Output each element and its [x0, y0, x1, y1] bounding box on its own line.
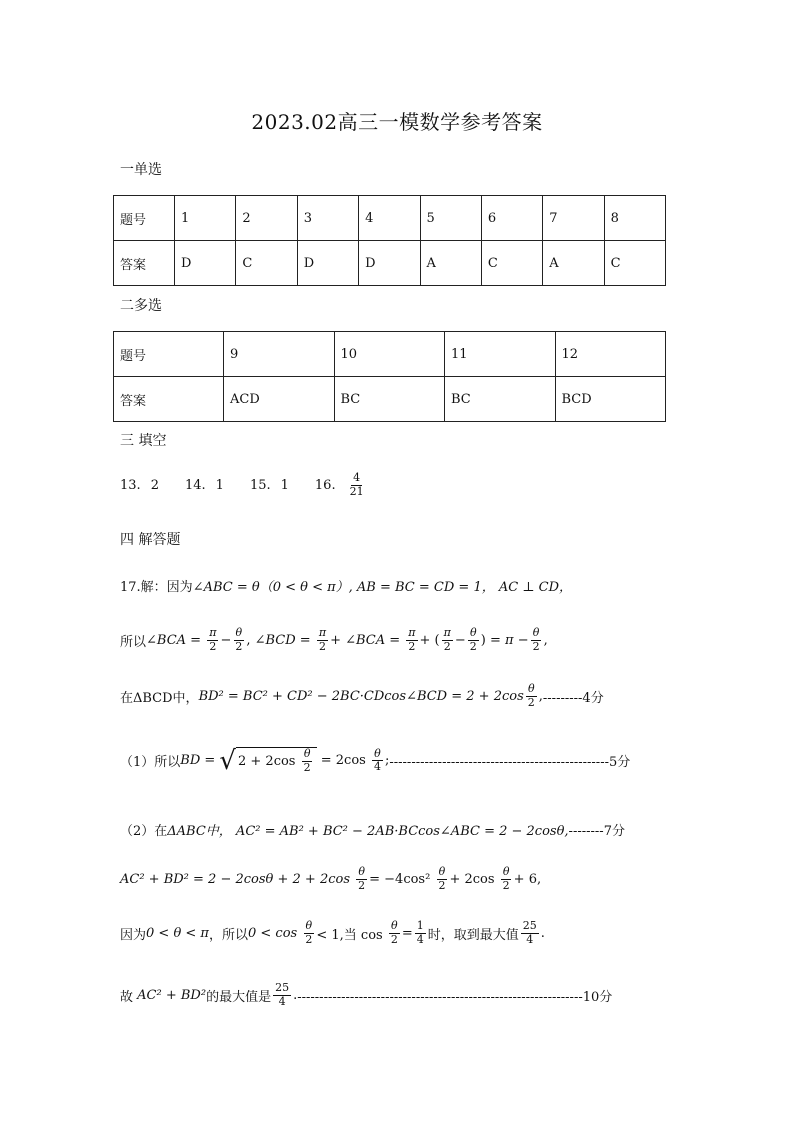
table-row	[114, 332, 666, 377]
table-row	[114, 377, 666, 422]
table-cell: 1	[175, 196, 236, 241]
table-header-label: 题号	[114, 196, 175, 241]
table-cell: 3	[297, 196, 358, 241]
table-answer-label: 答案	[114, 377, 224, 422]
table-cell: 2	[236, 196, 297, 241]
table-cell: A	[543, 241, 604, 286]
table-cell: BCD	[555, 377, 666, 422]
table-cell: D	[359, 241, 420, 286]
section-multi-choice: 二多选	[120, 298, 162, 314]
section-single-choice: 一单选	[120, 162, 162, 178]
score-mark: -----------------------------------------------------------------10分	[297, 989, 613, 1005]
answer-value: 1	[280, 477, 289, 493]
table-cell: 11	[445, 332, 556, 377]
table-row	[114, 196, 666, 241]
table-cell: D	[175, 241, 236, 286]
solution-line-4: （1）所以 BD = √ 2 + 2cos $\frac{\theta}{2}$ = 2cos $\frac{\theta}{4}$ ; --------------------------------------------------5分	[120, 745, 631, 776]
score-mark: --------------------------------------------------5分	[389, 755, 631, 771]
table-cell: 10	[334, 332, 445, 377]
table-cell: 12	[555, 332, 666, 377]
single-choice-table	[113, 195, 666, 286]
multi-choice-table	[113, 331, 666, 422]
table-cell: 5	[420, 196, 481, 241]
answer-value: 2	[150, 477, 159, 493]
table-cell: 7	[543, 196, 604, 241]
table-cell: C	[236, 241, 297, 286]
score-mark: ---------4分	[542, 690, 604, 706]
answer-value: 1	[215, 477, 224, 493]
table-cell: ACD	[224, 377, 335, 422]
table-header-label: 题号	[114, 332, 224, 377]
page-title: 2023.02高三一模数学参考答案	[251, 110, 543, 134]
table-cell: 8	[604, 196, 665, 241]
table-cell: BC	[445, 377, 556, 422]
table-cell: 9	[224, 332, 335, 377]
solution-line-2: 所以 ∠BCA = $\frac{\pi}{2}$ − $\frac{\theta}{2}$ , ∠BCD = $\frac{\pi}{2}$ + ∠BCA = $\frac{\pi}{2}$ + ( $\frac{\pi}{2}$ − $\frac{\theta}{2}$ ) = π − $\frac{\theta}{2}$ ,	[120, 626, 548, 653]
solution-line-7: 因为 0 < θ < π ，所以 0 < cos $\frac{\theta}{2}$ < 1,当 cos $\frac{\theta}{2}$ = $\frac{1}{4}$ 时，取到最大值 $\frac{25}{4}$ .	[120, 919, 545, 946]
table-row	[114, 241, 666, 286]
solution-line-5: （2）在 ΔABC中， AC² = AB² + BC² − 2AB·BCcos∠ABC = 2 − 2cosθ, --------7分	[120, 820, 625, 839]
section-solutions: 四 解答题	[120, 532, 181, 548]
solution-line-8: 故 AC² + BD² 的最大值是 $\frac{25}{4}$ . -----------------------------------------------------------------10分	[120, 981, 613, 1008]
score-mark: --------7分	[568, 824, 625, 839]
table-answer-label: 答案	[114, 241, 175, 286]
question-number: 15.	[249, 477, 271, 493]
question-number: 13.	[120, 477, 141, 493]
solution-line-6: AC² + BD² = 2 − 2cosθ + 2 + 2cos $\frac{\theta}{2}$ = −4cos² $\frac{\theta}{2}$ + 2cos $\frac{\theta}{2}$ + 6,	[120, 865, 542, 892]
table-cell: BC	[334, 377, 445, 422]
table-cell: D	[297, 241, 358, 286]
answer-fraction: $\frac{4}{21}$	[349, 471, 364, 498]
solution-line-1: 17.解：因为 ∠ABC = θ（0 < θ < π）, AB = BC = CD = 1， AC ⊥ CD，	[120, 580, 573, 595]
table-cell: 4	[359, 196, 420, 241]
solution-line-3: 在ΔBCD中， BD² = BC² + CD² − 2BC·CDcos∠BCD = 2 + 2cos $\frac{\theta}{2}$ , ---------4分	[120, 682, 604, 709]
table-cell: 6	[481, 196, 542, 241]
question-number: 16.	[314, 477, 336, 493]
table-cell: A	[420, 241, 481, 286]
question-number: 14.	[184, 477, 206, 493]
table-cell: C	[604, 241, 665, 286]
fill-in-answers	[120, 472, 386, 498]
section-fill-in: 三 填空	[120, 433, 167, 449]
table-cell: C	[481, 241, 542, 286]
